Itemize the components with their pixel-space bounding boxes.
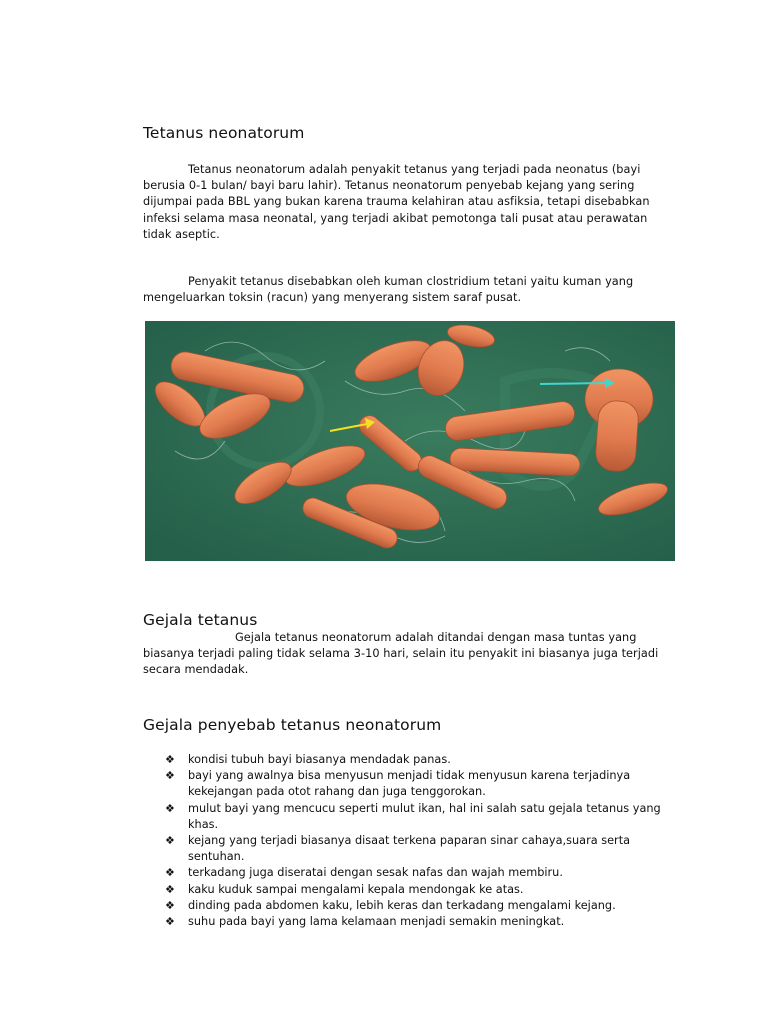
bacteria-micrograph-image (145, 321, 675, 561)
symptom-list (165, 752, 685, 930)
diamond-bullet-icon: ❖ (165, 769, 175, 783)
paragraph-definition: Tetanus neonatorum adalah penyakit tetanus yang terjadi pada neonatus (bayi berusia 0-1 bulan/ bayi baru lahir). Tetanus neonatorum penyebab kejang yang sering dijumpai pada BBL yang bukan karena trauma kelahiran atau asfiksia, tetapi disebabkan infeksi selama masa neonatal, yang terjadi akibat pemotonga tali pusat atau perawatan tidak aseptic. (143, 163, 650, 241)
section-title-gejala-tetanus: Gejala tetanus (143, 611, 258, 629)
section-title-gejala-penyebab: Gejala penyebab tetanus neonatorum (143, 716, 442, 734)
diamond-bullet-icon: ❖ (165, 898, 175, 912)
diamond-bullet-icon: ❖ (165, 915, 175, 929)
diamond-bullet-icon: ❖ (165, 834, 175, 848)
list-item: ❖ kejang yang terjadi biasanya disaat terkena paparan sinar cahaya,suara serta sentuhan. (165, 834, 631, 864)
list-item: ❖ bayi yang awalnya bisa menyusun menjadi tidak menyusun karena terjadinya kekejangan pada otot rahang dan juga tenggorokan. (165, 769, 631, 799)
bacteria-illustration (145, 321, 675, 561)
diamond-bullet-icon: ❖ (165, 866, 175, 880)
paragraph-symptoms: Gejala tetanus neonatorum adalah ditandai dengan masa tuntas yang biasanya terjadi paling tidak selama 3-10 hari, selain itu penyakit ini biasanya juga terjadi secara mendadak. (143, 631, 659, 677)
list-item: ❖ kondisi tubuh bayi biasanya mendadak panas. (165, 752, 685, 768)
diamond-bullet-icon: ❖ (165, 801, 175, 815)
list-item: ❖ mulut bayi yang mencucu seperti mulut ikan, hal ini salah satu gejala tetanus yang khas. (165, 801, 661, 831)
list-item: ❖ terkadang juga diseratai dengan sesak nafas dan wajah membiru. (165, 865, 685, 881)
diamond-bullet-icon: ❖ (165, 753, 175, 766)
paragraph-cause: Penyakit tetanus disebabkan oleh kuman clostridium tetani yaitu kuman yang mengeluarkan toksin (racun) yang menyerang sistem saraf pusat. (143, 275, 634, 305)
list-item: ❖ kaku kuduk sampai mengalami kepala mendongak ke atas. (165, 882, 685, 898)
section-title-tetanus-neonatorum: Tetanus neonatorum (143, 124, 305, 142)
list-item: ❖ suhu pada bayi yang lama kelamaan menjadi semakin meningkat. (165, 914, 685, 930)
list-item: ❖ dinding pada abdomen kaku, lebih keras dan terkadang mengalami kejang. (165, 898, 685, 914)
diamond-bullet-icon: ❖ (165, 882, 175, 896)
